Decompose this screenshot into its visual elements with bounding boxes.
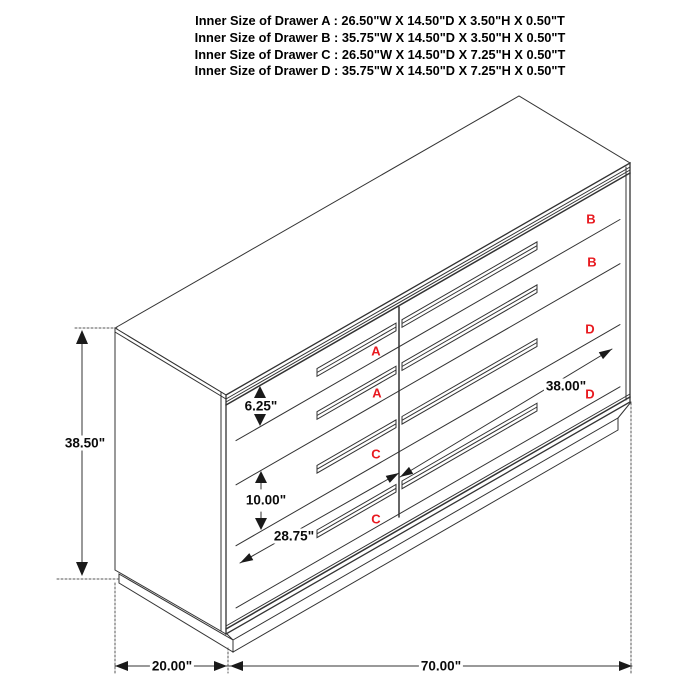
dim-overall-height: 38.50" <box>64 435 106 451</box>
drawer-label-a1: A <box>371 343 381 359</box>
cabinet-body <box>115 96 630 634</box>
inner-size-line-a: Inner Size of Drawer A : 26.50"W X 14.50"D X 3.50"H X 0.50"T <box>195 13 565 28</box>
dim-lower-drawer-height: 10.00" <box>245 492 287 508</box>
drawer-label-b1: B <box>586 211 596 227</box>
inner-size-line-c: Inner Size of Drawer C : 26.50"W X 14.50"D X 7.25"H X 0.50"T <box>194 46 566 62</box>
drawer-label-b2: B <box>587 254 597 270</box>
dim-left-drawer-width: 28.75" <box>273 528 315 544</box>
dim-depth: 20.00" <box>151 658 193 674</box>
dim-top-drawer-height: 6.25" <box>244 398 278 414</box>
drawer-label-a2: A <box>372 385 382 401</box>
inner-size-title-block <box>60 13 700 80</box>
inner-size-line-b: Inner Size of Drawer B : 35.75"W X 14.50"D X 3.50"H X 0.50"T <box>194 29 566 45</box>
drawer-label-c1: C <box>371 446 381 462</box>
dim-overall-width: 70.00" <box>420 658 462 674</box>
drawer-label-d1: D <box>585 321 595 337</box>
drawer-label-c2: C <box>371 511 381 527</box>
drawer-label-d2: D <box>585 386 595 402</box>
dim-right-drawer-width: 38.00" <box>545 378 587 394</box>
inner-size-line-d: Inner Size of Drawer D : 35.75"W X 14.50"D X 7.25"H X 0.50"T <box>194 63 566 79</box>
